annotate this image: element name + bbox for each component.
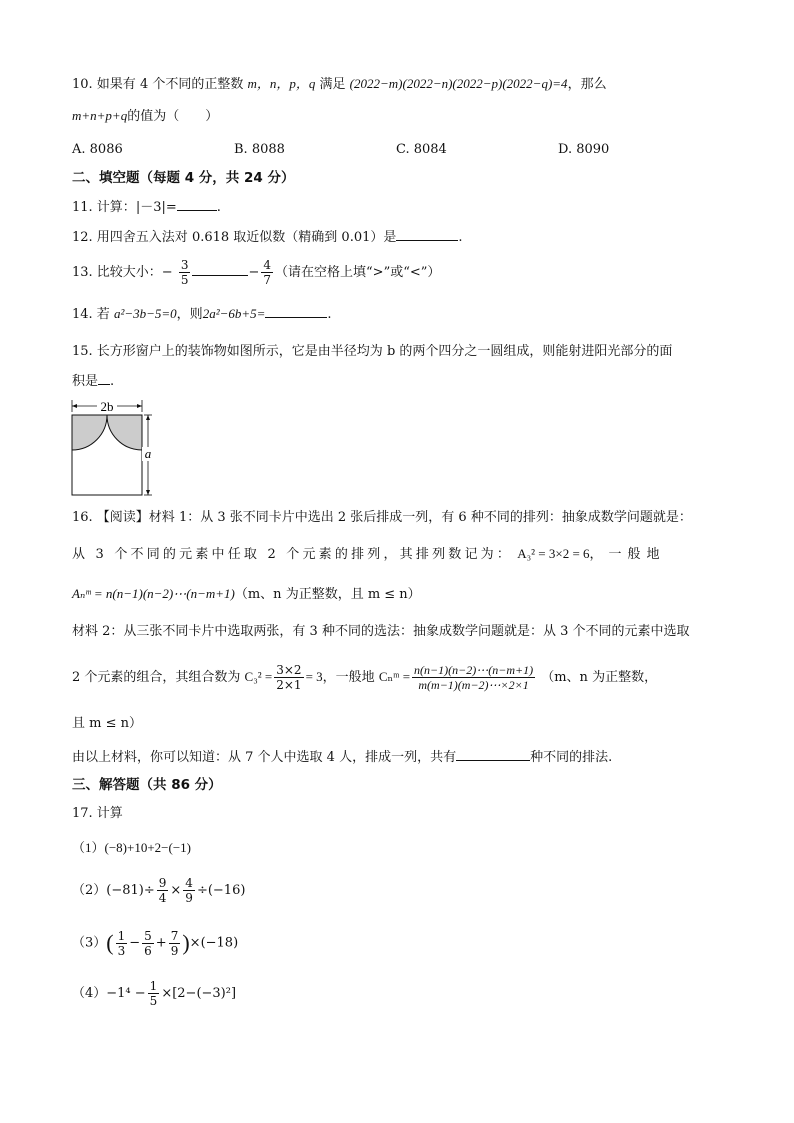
q17-p3-post: ×(−18) (189, 935, 239, 951)
q17-p4-frac: $\frac{1}{5}$ (149, 979, 158, 1008)
q10-line2 (72, 106, 218, 127)
q16-blank (456, 748, 530, 761)
q14-post: . (327, 307, 332, 322)
q13-blank (192, 263, 248, 276)
q17-title: 17. 计算 (72, 806, 123, 821)
q15-line1: 15. 长方形窗户上的装饰物如图所示，它是由半径均为 b 的两个四分之一圆组成，则能射进阳光部分的面 (72, 344, 673, 359)
q14-condition: a²−3b−5=0 (113, 306, 177, 321)
section3-heading: 三、解答题（共 86 分） (72, 777, 222, 793)
q14-blank (265, 305, 327, 318)
q17-p2-pre: （2）(−81)÷ (72, 883, 155, 898)
q10-text: 10. 如果有 4 个不同的正整数 (72, 77, 244, 92)
q17-p2-mid: × (170, 883, 182, 898)
q16-l3-post: （m、n 为正整数，且 m ≤ n） (234, 587, 421, 602)
q16-l5-post: （m、n 为正整数， (541, 670, 658, 685)
q14-expr: 2a²−6b+5= (202, 306, 266, 321)
q12-post: . (458, 230, 463, 245)
q17-p2-frac-b: $\frac{4}{9}$ (185, 876, 193, 905)
q10-text-c: ，那么 (567, 77, 607, 92)
q16-line2 (72, 544, 666, 565)
q10-vars: m，n，p，q (247, 76, 316, 91)
q13-fraction-1: $\frac{3}{5}$ (180, 258, 189, 287)
q10-equation: (2022−m)(2022−n)(2022−p)(2022−q)=4 (349, 76, 568, 91)
figure-label-a: a (144, 446, 152, 461)
q16-line4: 材料 2：从三张不同卡片中选取两张，有 3 种不同的选法：抽象成数学问题就是：从 3 个不同的元素中选取 (72, 624, 690, 639)
q12-blank (396, 228, 458, 241)
q10-text-b: 满足 (319, 77, 346, 92)
q16-comb-rhs: = 3 (305, 669, 323, 684)
q16-line1: 16. 【阅读】材料 1：从 3 张不同卡片中选出 2 张后排成一列，有 6 种不同的排列：抽象成数学问题就是： (72, 510, 692, 525)
q11-post: . (216, 200, 221, 215)
q13-label: 13. 比较大小：− (72, 265, 173, 280)
q11-label: 11. 计算： (72, 200, 136, 215)
q15-line2 (72, 372, 114, 392)
q11-blank (177, 198, 217, 211)
q11 (72, 198, 221, 218)
q10-expr: m+n+p+q (72, 108, 128, 123)
q16-comb-fraction: $\frac{3\times 2}{2\times 1}$ (276, 663, 302, 692)
q16-l2-post: ，一般地 (589, 547, 666, 562)
q10-option-b: B. 8088 (234, 142, 285, 157)
q17-p2-post: ÷(−16) (196, 883, 246, 898)
q13 (72, 258, 440, 288)
q14 (72, 304, 332, 325)
section2-heading: 二、填空题（每题 4 分，共 24 分） (72, 170, 295, 186)
q16-line7 (72, 748, 612, 768)
q15-text: 积是 (72, 374, 99, 389)
q16-general-fraction: $\frac{n(n-1)(n-2)\cdots(n-m+1)}{m(m-1)(m-2)\cdots\times 2\times 1}$ (414, 663, 534, 692)
q17-part2 (72, 874, 245, 908)
q10-stem: 的值为（ ） (127, 109, 219, 124)
q16-perm-example: A₃² = 3×2 = 6 (517, 546, 590, 561)
q16-l7-text: 由以上材料，你可以知道：从 7 个人中选取 4 人，排成一列，共有 (72, 750, 457, 765)
q10-option-a: A. 8086 (72, 142, 123, 157)
q17-part3: （3）( $\frac{1}{3}$ − $\frac{5}{6}$ + $\frac{7}{9}$ )×(−18) (72, 928, 239, 958)
q17-part1 (72, 838, 191, 859)
q17-p2-frac-a: $\frac{9}{4}$ (158, 876, 167, 905)
q16-l2-text: 从 3 个不同的元素中任取 2 个元素的排列，其排列数记为： (72, 547, 514, 562)
q11-expr: |－3|= (135, 200, 177, 215)
q16-line5 (72, 656, 657, 699)
q13-instruction: （请在空格上填“>”或“<”） (275, 265, 441, 280)
q12-text: 12. 用四舍五入法对 0.618 取近似数（精确到 0.01）是 (72, 230, 397, 245)
q17-p3-frac-b: $\frac{5}{6}$ (144, 928, 152, 958)
q12 (72, 228, 463, 248)
q16-general-lhs: Cₙᵐ = (378, 669, 411, 684)
q15-post: . (110, 374, 115, 389)
q17-part4 (72, 976, 236, 1012)
q16-comb-lhs: C₃² = (244, 669, 273, 684)
figure-label-2b: 2b (100, 399, 114, 414)
q17-p3-pre: （3） (72, 935, 107, 951)
q13-fraction-2: $\frac{4}{7}$ (263, 258, 272, 287)
q14-mid: ，则 (176, 307, 203, 322)
q13-minus: − (248, 265, 260, 280)
q16-line6: 且 m ≤ n） (72, 716, 142, 731)
q17-p3-frac-c: $\frac{7}{9}$ (170, 928, 179, 958)
q16-perm-formula: Aₙᵐ = n(n−1)(n−2)⋯(n−m+1) (72, 586, 235, 601)
q16-line3 (72, 584, 421, 605)
q10-option-c: C. 8084 (396, 142, 447, 157)
q10-line1 (72, 74, 607, 95)
q10-option-d: D. 8090 (558, 142, 610, 157)
q16-l5-text: 2 个元素的组合，其组合数为 (72, 670, 241, 685)
q17-p4-post: ×[2−(−3)²] (161, 986, 237, 1001)
q16-l7-post: 种不同的排法. (530, 750, 613, 765)
q17-p1-expr: （1）(−8)+10+2−(−1) (72, 840, 191, 855)
q17-p3-frac-a: $\frac{1}{3}$ (117, 928, 126, 958)
q16-l5-mid: ，一般地 (322, 670, 375, 685)
q17-p4-pre: （4）−1⁴ − (72, 986, 146, 1001)
window-figure (66, 398, 166, 500)
q14-label: 14. 若 (72, 307, 110, 322)
q15-blank (98, 372, 110, 385)
